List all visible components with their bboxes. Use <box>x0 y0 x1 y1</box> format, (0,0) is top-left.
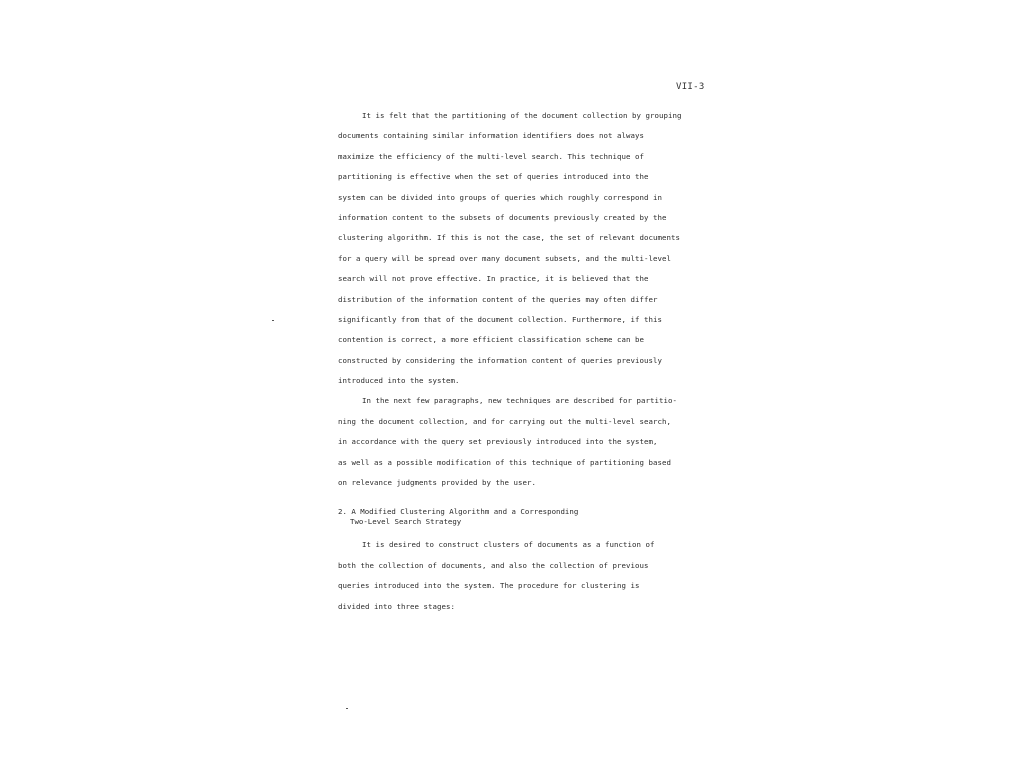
text-line: divided into three stages: <box>338 601 455 611</box>
text-line: It is felt that the partitioning of the document collection by grouping <box>362 111 682 120</box>
text-line: on relevance judgments provided by the user. <box>338 478 536 488</box>
section-heading <box>338 507 718 527</box>
text-line: constructed by considering the information content of queries previously <box>338 355 662 365</box>
text-line: both the collection of documents, and also the collection of previous <box>338 560 649 570</box>
page-number: VII-3 <box>676 82 705 92</box>
text-line: significantly from that of the document collection. Furthermore, if this <box>338 314 662 324</box>
text-line: ning the document collection, and for carrying out the multi-level search, <box>338 416 671 426</box>
text-line: contention is correct, a more efficient classification scheme can be <box>338 335 644 345</box>
text-line: queries introduced into the system. The procedure for clustering is <box>338 581 640 591</box>
text-line: introduced into the system. <box>338 376 460 386</box>
body-text <box>338 106 718 617</box>
text-line: as well as a possible modification of this technique of partitioning based <box>338 457 671 467</box>
paragraph-2 <box>338 391 718 493</box>
scan-speck <box>346 708 348 709</box>
section-heading-line-2: Two-Level Search Strategy <box>350 517 462 527</box>
scan-speck <box>272 320 274 321</box>
text-line: in accordance with the query set previously introduced into the system, <box>338 437 658 447</box>
text-line: search will not prove effective. In practice, it is believed that the <box>338 274 649 284</box>
section-gap <box>338 493 718 507</box>
text-line: information content to the subsets of documents previously created by the <box>338 212 667 222</box>
paragraph-1 <box>338 106 718 391</box>
text-line: system can be divided into groups of queries which roughly correspond in <box>338 192 662 202</box>
text-line: for a query will be spread over many document subsets, and the multi-level <box>338 253 671 263</box>
section-heading-line-1: 2. A Modified Clustering Algorithm and a Corresponding <box>338 507 579 517</box>
text-line: In the next few paragraphs, new techniques are described for partitio- <box>362 396 677 406</box>
text-line: maximize the efficiency of the multi-level search. This technique of <box>338 151 644 161</box>
text-line: partitioning is effective when the set of queries introduced into the <box>338 172 649 182</box>
text-line: It is desired to construct clusters of documents as a function of <box>362 540 655 550</box>
text-line: distribution of the information content of the queries may often differ <box>338 294 658 304</box>
paragraph-3 <box>338 535 718 617</box>
text-line: documents containing similar information identifiers does not always <box>338 131 644 141</box>
text-line: clustering algorithm. If this is not the case, the set of relevant documents <box>338 233 680 243</box>
